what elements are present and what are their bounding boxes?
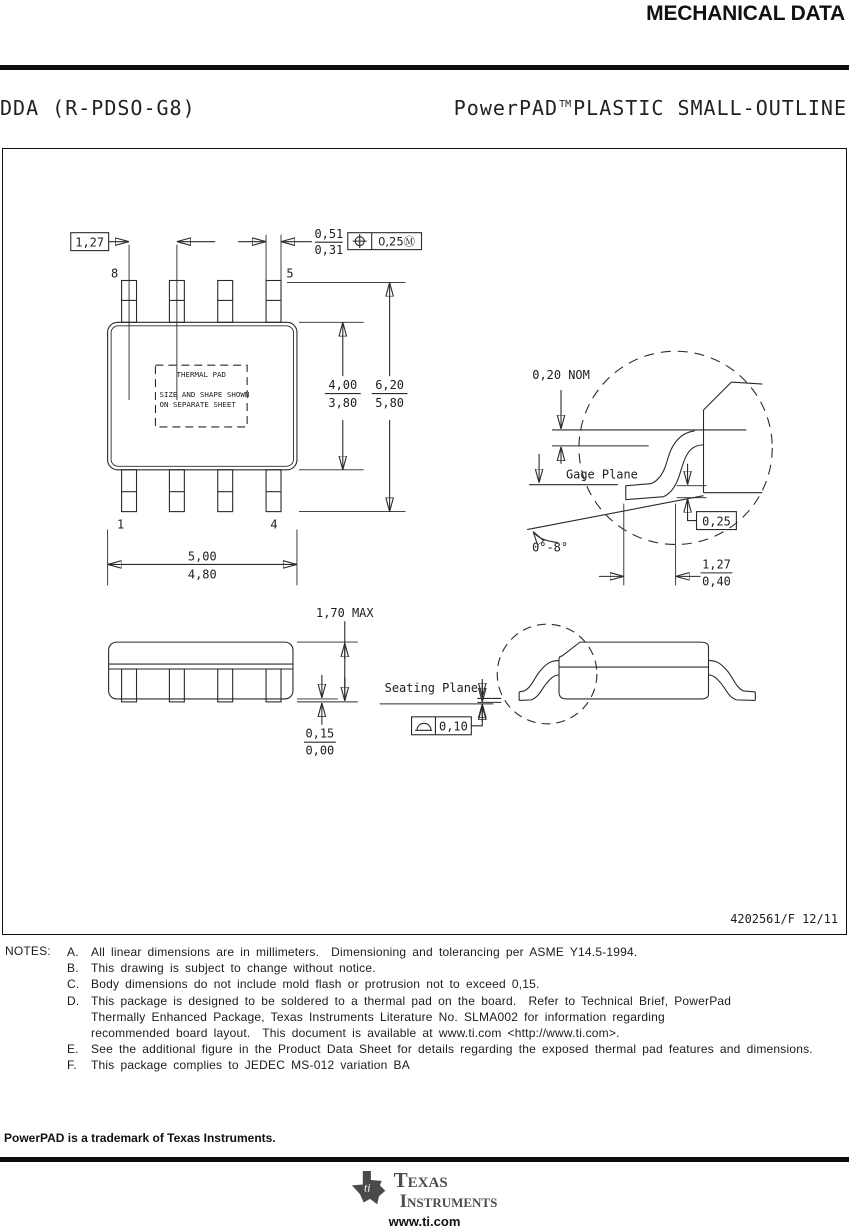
dim-lead-span-min: 5,80 [375, 396, 404, 411]
dim-lead-angle: 0°-8° [532, 540, 569, 555]
dim-pitch: 1,27 [75, 235, 105, 250]
gage-plane-label: Gage Plane [565, 467, 638, 482]
texas-map-icon [352, 1170, 388, 1208]
dim-body-length-min: 4,80 [187, 567, 217, 582]
note-letter: F. [67, 1058, 77, 1073]
trademark-note: PowerPAD is a trademark of Texas Instruments. [4, 1131, 276, 1145]
dim-lead-width-min: 0,31 [314, 243, 344, 258]
note-text: This drawing is subject to change without notice. [91, 961, 376, 976]
logo-line2: Instruments [399, 1191, 498, 1212]
top-view [71, 227, 422, 585]
note-row-c [0, 976, 849, 992]
side-leads [122, 669, 281, 702]
end-right-lead [708, 661, 755, 701]
ti-logo [0, 1170, 849, 1211]
note-letter: D. [67, 993, 80, 1008]
dim-standoff-min: 0,00 [305, 743, 335, 758]
pin-number-8: 8 [111, 266, 119, 281]
note-text: recommended board layout. This document is available at www.ti.com <http://www.ti.com>. [91, 1026, 620, 1041]
true-position-frame [348, 233, 422, 250]
flatness-frame [412, 717, 472, 735]
dim-seating-flatness: 0,10 [439, 719, 468, 734]
pin-number-1: 1 [116, 517, 125, 532]
note-text: Body dimensions do not include mold flash or protrusion not to exceed 0,15. [91, 977, 540, 992]
end-view [477, 624, 755, 724]
seating-plane-label: Seating Plane [384, 680, 479, 695]
dim-foot-length-min: 0,40 [702, 574, 731, 589]
logo-line1: Texas [393, 1168, 448, 1192]
note-row-d [0, 993, 849, 1009]
lead-detail-view [527, 351, 772, 588]
package-family: PowerPAD [453, 96, 559, 120]
dim-lead-span-max: 6,20 [375, 378, 404, 393]
package-name [454, 96, 847, 120]
end-body-outline [559, 642, 708, 699]
header-rule [0, 65, 849, 70]
thermal-pad [155, 365, 249, 427]
body-length-dim [108, 530, 297, 586]
thermal-pad-title: THERMAL PAD [176, 370, 227, 380]
package-type: PLASTIC SMALL-OUTLINE [573, 96, 847, 120]
body-width-dim [299, 322, 364, 469]
dim-body-width-max: 4,00 [328, 378, 358, 393]
note-text: All linear dimensions are in millimeters. Dimensioning and tolerancing per ASME Y14.5-1994. [91, 945, 638, 959]
package-code: DDA (R-PDSO-G8) [0, 96, 196, 120]
notes-label: NOTES: [5, 944, 51, 958]
note-row-f [0, 1057, 849, 1073]
note-row-e [0, 1041, 849, 1057]
pin-number-5: 5 [286, 266, 294, 281]
note-letter: A. [67, 945, 79, 959]
lead-bend [626, 431, 704, 500]
dim-body-length-max: 5,00 [187, 549, 217, 564]
dim-standoff-max: 0,15 [305, 726, 335, 741]
ti-logo-text [394, 1170, 498, 1211]
dim-lead-thickness: 0,20 NOM [532, 368, 590, 383]
dim-true-position: 0,25Ⓜ [378, 234, 416, 249]
flatness-symbol-icon [415, 723, 432, 730]
dim-foot-length-max: 1,27 [702, 557, 731, 572]
note-letter: B. [67, 961, 79, 976]
end-left-lead [519, 661, 559, 701]
footer-rule [0, 1157, 849, 1162]
note-row-d2 [0, 1009, 849, 1025]
pin-number-4: 4 [270, 517, 278, 532]
gage-offset-dim [677, 464, 737, 530]
seating-indicator [477, 679, 501, 722]
website-url: www.ti.com [388, 1214, 461, 1229]
dim-body-width-min: 3,80 [328, 396, 358, 411]
note-text: See the additional figure in the Product Data Sheet for details regarding the exposed thermal pad features and dimensions. [91, 1042, 813, 1057]
end-detail-circle [497, 624, 597, 724]
note-text: This package is designed to be soldered to a thermal pad on the board. Refer to Technical Brief, PowerPad [91, 993, 732, 1008]
seating-plane-callout [380, 681, 494, 735]
note-letter: E. [67, 1042, 79, 1057]
drawing-frame [2, 148, 847, 935]
thermal-pad-line1: SIZE AND SHAPE SHOWN [159, 390, 250, 400]
page-title: MECHANICAL DATA [646, 2, 845, 25]
note-letter [67, 1009, 91, 1025]
note-text: This package complies to JEDEC MS-012 variation BA [91, 1058, 410, 1073]
note-row-a [0, 944, 849, 960]
thermal-pad-line2: ON SEPARATE SHEET [159, 400, 236, 410]
trademark-symbol: TM [559, 99, 572, 110]
top-pins [122, 280, 281, 322]
note-text: Thermally Enhanced Package, Texas Instruments Literature No. SLMA002 for information regarding [91, 1009, 665, 1024]
dim-gage-offset: 0,25 [702, 514, 731, 529]
note-letter [67, 1025, 91, 1041]
drawing-number: 4202561/F 12/11 [730, 912, 839, 927]
ti-monogram: ti [363, 1181, 371, 1195]
position-symbol-icon [353, 234, 367, 248]
notes-section [0, 944, 849, 1074]
standoff-dim [297, 675, 338, 758]
note-row-b [0, 960, 849, 976]
note-letter: C. [67, 977, 80, 992]
bottom-pins [122, 470, 281, 512]
side-view [109, 606, 375, 757]
package-drawing [3, 149, 845, 933]
dim-lead-width-max: 0,51 [314, 227, 344, 242]
dim-height-max: 1,70 MAX [316, 606, 374, 621]
drawing-subheader [0, 96, 847, 120]
note-row-d3 [0, 1025, 849, 1041]
